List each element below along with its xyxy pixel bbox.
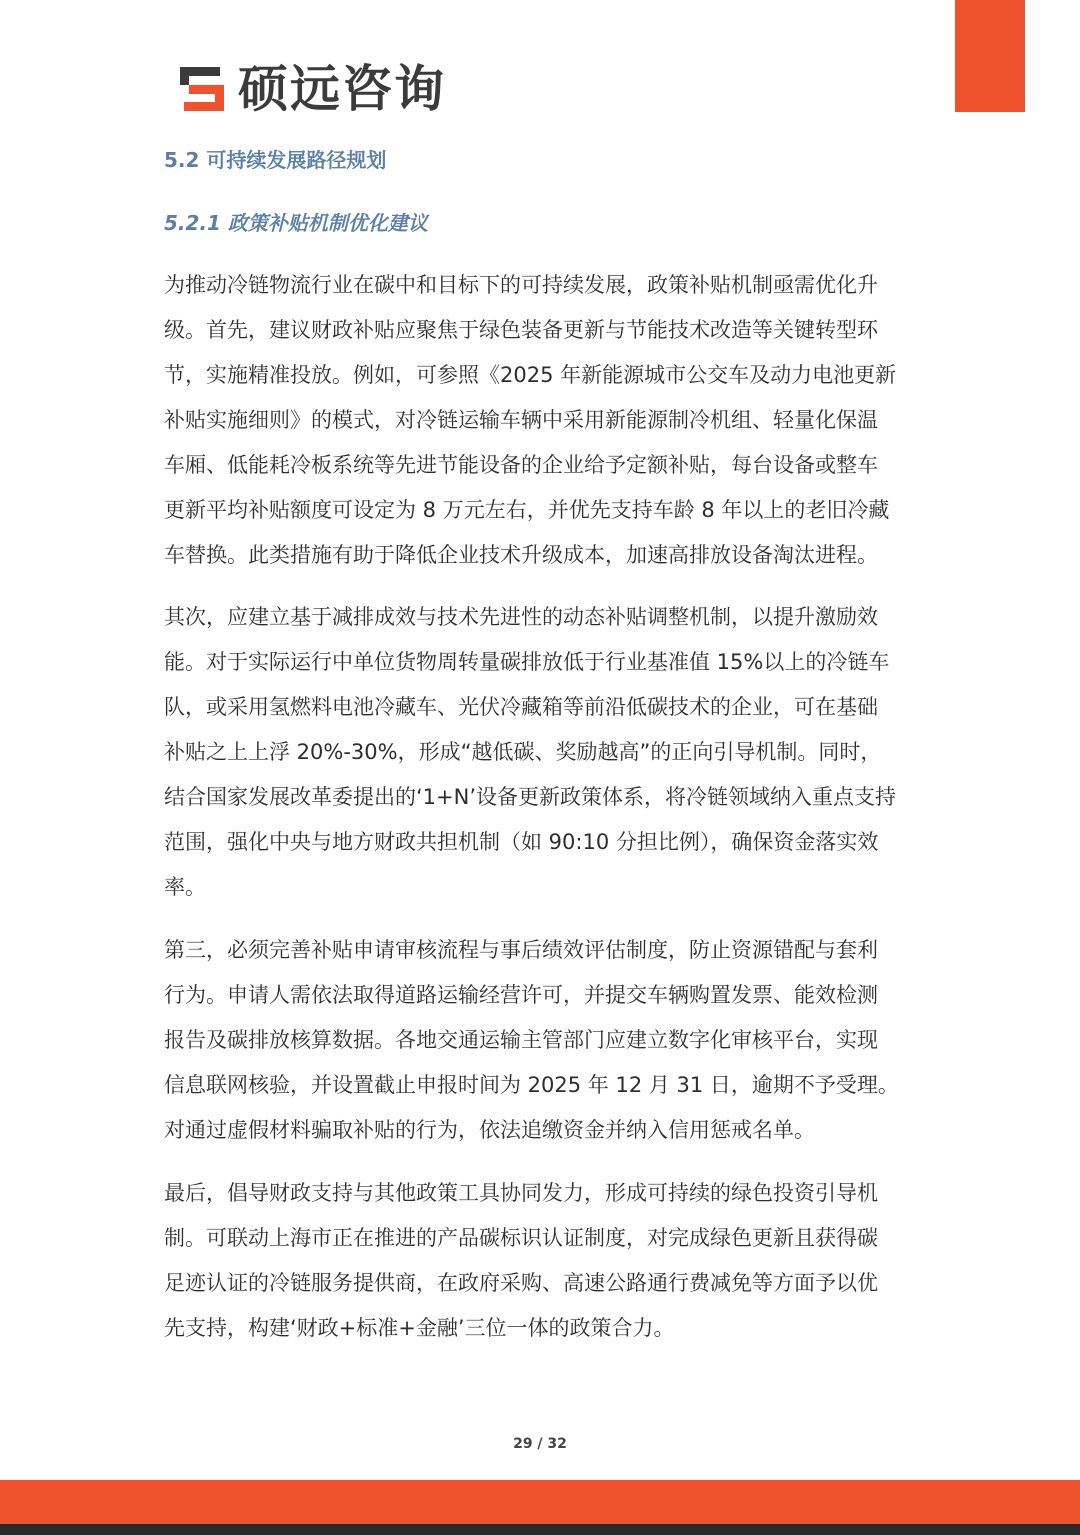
paragraph-4 [164,1171,878,1351]
paragraph-line: 能。对于实际运行中单位货物周转量碳排放低于行业基准值 15%以上的冷链车 [164,650,890,674]
paragraph-line: 补贴之上上浮 20%-30%，形成“越低碳、奖励越高”的正向引导机制。同时， [164,740,882,764]
paragraph-line: 报告及碳排放核算数据。各地交通运输主管部门应建立数字化审核平台，实现 [164,1028,878,1052]
paragraph-1 [164,263,896,578]
logo-mark-icon [176,63,228,115]
paragraph-line: 节，实施精准投放。例如，可参照《2025 年新能源城市公交车及动力电池更新 [164,363,897,387]
paragraph-line: 最后，倡导财政支持与其他政策工具协同发力，形成可持续的绿色投资引导机 [164,1181,878,1205]
logo-text: 硕远咨询 [238,60,446,118]
paragraph-line: 更新平均补贴额度可设定为 8 万元左右，并优先支持车龄 8 年以上的老旧冷藏 [164,498,890,522]
corner-accent-block [955,0,1025,112]
paragraph-line: 对通过虚假材料骗取补贴的行为，依法追缴资金并纳入信用惩戒名单。 [164,1118,815,1142]
paragraph-line: 车厢、低能耗冷板系统等先进节能设备的企业给予定额补贴，每台设备或整车 [164,453,878,477]
paragraph-line: 队，或采用氢燃料电池冷藏车、光伏冷藏箱等前沿低碳技术的企业，可在基础 [164,695,878,719]
paragraph-line: 范围，强化中央与地方财政共担机制（如 90:10 分担比例），确保资金落实效 [164,830,879,854]
paragraph-line: 信息联网核验，并设置截止申报时间为 2025 年 12 月 31 日，逾期不予受理。 [164,1073,899,1097]
paragraph-line: 足迹认证的冷链服务提供商，在政府采购、高速公路通行费减免等方面予以优 [164,1271,878,1295]
paragraph-line: 其次，应建立基于减排成效与技术先进性的动态补贴调整机制，以提升激励效 [164,605,878,629]
paragraph-line: 补贴实施细则》的模式，对冷链运输车辆中采用新能源制冷机组、轻量化保温 [164,408,878,432]
paragraph-2 [164,595,896,910]
paragraph-line: 结合国家发展改革委提出的‘1+N’设备更新政策体系，将冷链领域纳入重点支持 [164,785,897,809]
page-number: 29 / 32 [513,1436,567,1452]
paragraph-line: 为推动冷链物流行业在碳中和目标下的可持续发展，政策补贴机制亟需优化升 [164,273,878,297]
brand-logo [176,60,446,118]
paragraph-line: 级。首先，建议财政补贴应聚焦于绿色装备更新与节能技术改造等关键转型环 [164,318,878,342]
paragraph-line: 车替换。此类措施有助于降低企业技术升级成本，加速高排放设备淘汰进程。 [164,543,878,567]
paragraph-line: 率。 [164,875,206,899]
paragraph-line: 第三，必须完善补贴申请审核流程与事后绩效评估制度，防止资源错配与套利 [164,938,878,962]
footer-accent-bar [0,1480,1080,1524]
footer-dark-strip [0,1524,1080,1535]
subsection-heading: 5.2.1 政策补贴机制优化建议 [164,211,428,235]
paragraph-line: 制。可联动上海市正在推进的产品碳标识认证制度，对完成绿色更新且获得碳 [164,1226,878,1250]
section-heading: 5.2 可持续发展路径规划 [164,148,387,172]
paragraph-line: 行为。申请人需依法取得道路运输经营许可，并提交车辆购置发票、能效检测 [164,983,878,1007]
paragraph-3 [164,928,899,1153]
paragraph-line: 先支持，构建‘财政+标准+金融’三位一体的政策合力。 [164,1316,675,1340]
